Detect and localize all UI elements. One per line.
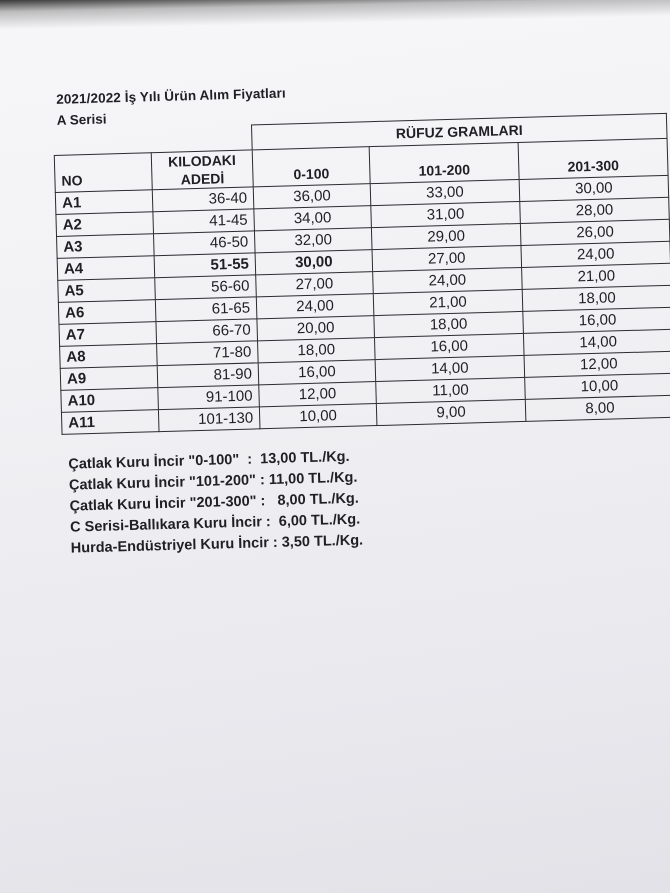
column-header-gram-3: 201-300 — [518, 138, 668, 179]
cell-price-0-100: 24,00 — [256, 294, 374, 319]
series-label: A Serisi — [56, 111, 107, 128]
cell-price-101-200: 16,00 — [374, 333, 524, 359]
group-header-gram: RÜFUZ GRAMLARI — [251, 113, 667, 150]
cell-price-0-100: 34,00 — [254, 206, 372, 231]
cell-price-101-200: 21,00 — [373, 289, 523, 315]
cell-price-201-300: 12,00 — [524, 351, 670, 377]
column-header-gram-2: 101-200 — [369, 143, 519, 184]
cell-adet: 66-70 — [156, 319, 258, 344]
cell-no: A7 — [59, 322, 157, 347]
cell-no: A10 — [61, 388, 159, 413]
cell-price-0-100: 36,00 — [253, 184, 371, 209]
cell-price-101-200: 27,00 — [372, 245, 522, 271]
cell-price-101-200: 24,00 — [373, 267, 523, 293]
cell-price-0-100: 10,00 — [259, 404, 377, 429]
cell-price-201-300: 26,00 — [520, 219, 670, 245]
cell-adet: 91-100 — [158, 385, 260, 410]
note-line: Çatlak Kuru İncir "101-200" : 11,00 TL./Kg. — [68, 469, 358, 494]
cell-price-101-200: 14,00 — [375, 355, 525, 381]
cell-no: A11 — [61, 410, 159, 435]
paper-top-shadow — [0, 0, 670, 30]
price-notes — [68, 438, 670, 560]
note-line: Çatlak Kuru İncir "201-300" : 8,00 TL./Kg. — [69, 490, 360, 515]
cell-adet: 41-45 — [153, 209, 255, 234]
cell-price-101-200: 18,00 — [374, 311, 524, 337]
document-title: 2021/2022 İş Yılı Ürün Alım Fiyatları — [55, 85, 286, 107]
cell-adet: 56-60 — [155, 275, 257, 300]
column-header-no: NO — [54, 153, 152, 193]
cell-adet: 51-55 — [154, 253, 256, 278]
cell-adet: 36-40 — [152, 187, 254, 212]
cell-no: A2 — [56, 212, 154, 237]
column-header-gram-1: 0-100 — [252, 147, 370, 187]
cell-price-0-100: 32,00 — [254, 228, 372, 253]
cell-no: A9 — [60, 366, 158, 391]
cell-adet: 71-80 — [157, 341, 259, 366]
cell-adet: 81-90 — [157, 363, 259, 388]
note-line: C Serisi-Ballıkara Kuru İncir : 6,00 TL./Kg. — [69, 511, 361, 536]
cell-price-0-100: 30,00 — [255, 250, 373, 275]
cell-price-201-300: 18,00 — [522, 285, 670, 311]
cell-adet: 61-65 — [155, 297, 257, 322]
cell-price-201-300: 10,00 — [525, 373, 670, 399]
cell-no: A8 — [60, 344, 158, 369]
note-line: Çatlak Kuru İncir "0-100" : 13,00 TL./Kg. — [68, 448, 350, 473]
cell-price-101-200: 29,00 — [371, 223, 521, 249]
cell-price-0-100: 18,00 — [258, 338, 376, 363]
cell-price-101-200: 11,00 — [376, 377, 526, 403]
cell-price-101-200: 33,00 — [370, 179, 520, 205]
cell-adet: 101-130 — [158, 407, 260, 432]
cell-price-101-200: 9,00 — [376, 399, 526, 425]
price-table — [53, 113, 670, 435]
cell-no: A6 — [58, 300, 156, 325]
cell-price-201-300: 30,00 — [519, 175, 669, 201]
cell-price-101-200: 31,00 — [371, 201, 521, 227]
cell-price-0-100: 20,00 — [257, 316, 375, 341]
cell-no: A4 — [57, 256, 155, 281]
cell-price-0-100: 12,00 — [259, 382, 377, 407]
cell-no: A1 — [55, 190, 153, 215]
cell-no: A3 — [57, 234, 155, 259]
cell-price-0-100: 27,00 — [256, 272, 374, 297]
cell-price-201-300: 28,00 — [520, 197, 670, 223]
column-header-adet: KILODAKI ADEDİ — [151, 150, 253, 190]
cell-price-201-300: 24,00 — [521, 241, 670, 267]
cell-price-0-100: 16,00 — [258, 360, 376, 385]
cell-price-201-300: 8,00 — [525, 395, 670, 421]
cell-price-201-300: 21,00 — [522, 263, 670, 289]
price-document — [52, 75, 670, 560]
note-line: Hurda-Endüstriyel Kuru İncir : 3,50 TL./Kg. — [70, 532, 364, 557]
cell-adet: 46-50 — [153, 231, 255, 256]
cell-no: A5 — [58, 278, 156, 303]
table-body — [55, 175, 670, 434]
cell-price-201-300: 14,00 — [523, 329, 670, 355]
cell-price-201-300: 16,00 — [523, 307, 670, 333]
